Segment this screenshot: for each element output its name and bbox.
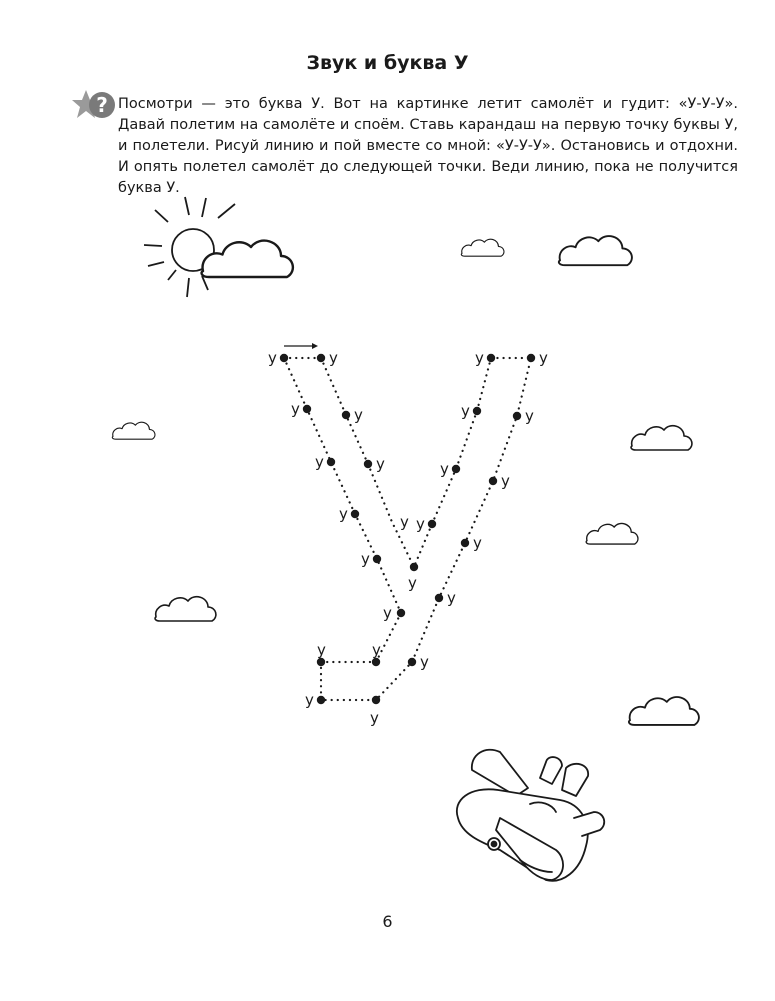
cloud-icon (559, 236, 632, 265)
trace-dot[interactable] (461, 539, 469, 547)
airplane-icon (457, 750, 604, 881)
trace-dot[interactable] (342, 411, 350, 419)
dot-label: у (525, 407, 534, 425)
trace-dot[interactable] (487, 354, 495, 362)
dot-label: у (315, 453, 324, 471)
dot-label: у (408, 574, 417, 592)
dot-label: у (400, 513, 409, 531)
dot-label: у (461, 402, 470, 420)
cloud-icon (202, 241, 293, 277)
dot-label: у (317, 641, 326, 659)
trace-dot[interactable] (317, 354, 325, 362)
cloud-icon (155, 597, 216, 621)
trace-dot[interactable] (317, 658, 325, 666)
dot-label: у (372, 641, 381, 659)
trace-dot[interactable] (397, 609, 405, 617)
dot-label: у (329, 349, 338, 367)
dot-label: у (416, 515, 425, 533)
dot-label: у (361, 550, 370, 568)
trace-dot[interactable] (372, 696, 380, 704)
trace-dot[interactable] (452, 465, 460, 473)
trace-dot[interactable] (327, 458, 335, 466)
dotted-letter (268, 343, 548, 727)
trace-dot[interactable] (513, 412, 521, 420)
cloud-icon (586, 523, 638, 544)
dot-label: у (475, 349, 484, 367)
dot-label: у (440, 460, 449, 478)
trace-dot[interactable] (373, 555, 381, 563)
dot-label: у (268, 349, 277, 367)
dot-label: у (291, 400, 300, 418)
cloud-icon (631, 426, 692, 450)
dot-label: у (354, 406, 363, 424)
trace-dot[interactable] (527, 354, 535, 362)
trace-dot[interactable] (428, 520, 436, 528)
dot-label: у (376, 455, 385, 473)
dot-label: у (339, 505, 348, 523)
instructions-text: Посмотри — это буква У. Вот на картинке летит самолёт и гудит: «У-У-У». Давай полетим на самолёте и споём. Ставь карандаш на первую точку буквы У, и полетели. Рисуй линию и пой вместе со мной: «У-У-У». Остановись и отдохни. И опять полетел самолёт до следующей точки. Веди линию, пока не получится буква У. (118, 96, 738, 196)
trace-dot[interactable] (317, 696, 325, 704)
arrow-right-icon (284, 343, 318, 349)
cloud-icon (461, 239, 504, 256)
dot-label: у (370, 709, 379, 727)
trace-dot[interactable] (489, 477, 497, 485)
trace-dot[interactable] (435, 594, 443, 602)
svg-text:?: ? (96, 93, 108, 117)
dot-label: у (501, 472, 510, 490)
trace-dot[interactable] (364, 460, 372, 468)
trace-dot[interactable] (473, 407, 481, 415)
dot-label: у (473, 534, 482, 552)
cloud-icon (112, 422, 155, 439)
trace-dot[interactable] (280, 354, 288, 362)
trace-dot[interactable] (408, 658, 416, 666)
dot-label: у (539, 349, 548, 367)
page-title: Звук и буква У (306, 52, 469, 74)
cloud-icon (629, 697, 699, 725)
dot-label: у (383, 604, 392, 622)
sun-icon (144, 197, 235, 297)
trace-dot[interactable] (410, 563, 418, 571)
trace-dot[interactable] (351, 510, 359, 518)
trace-dot[interactable] (303, 405, 311, 413)
dot-label: у (305, 691, 314, 709)
page-number: 6 (382, 912, 393, 931)
trace-dot[interactable] (372, 658, 380, 666)
dot-label: у (420, 653, 429, 671)
dot-label: у (447, 589, 456, 607)
